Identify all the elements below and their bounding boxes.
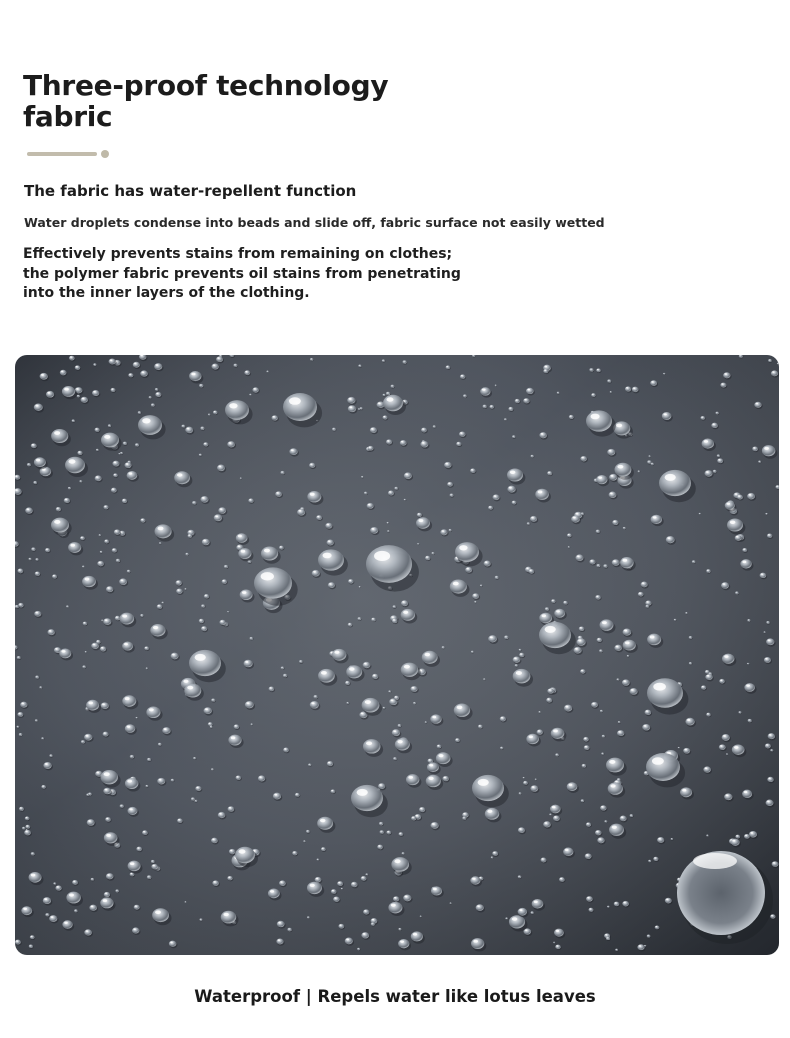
paragraph-line-2: the polymer fabric prevents oil stains from penetrating <box>23 265 461 282</box>
paragraph-line-3: into the inner layers of the clothing. <box>23 285 310 301</box>
paragraph-line-1: Effectively prevents stains from remaining on clothes; <box>23 246 453 262</box>
title-line-2: fabric <box>23 100 113 133</box>
title-line-1: Three-proof technology <box>23 69 389 102</box>
divider-dot <box>101 150 109 158</box>
photo-caption: Waterproof | Repels water like lotus leaves <box>194 987 596 1006</box>
page-title <box>23 70 443 132</box>
water-droplets-photo <box>15 355 779 955</box>
decorative-divider <box>27 150 112 158</box>
feature-subheading: The fabric has water-repellent function <box>24 182 357 200</box>
feature-paragraph <box>23 245 483 304</box>
divider-bar <box>27 152 97 156</box>
fabric-image <box>15 355 779 955</box>
feature-detail: Water droplets condense into beads and slide off, fabric surface not easily wetted <box>24 215 605 230</box>
